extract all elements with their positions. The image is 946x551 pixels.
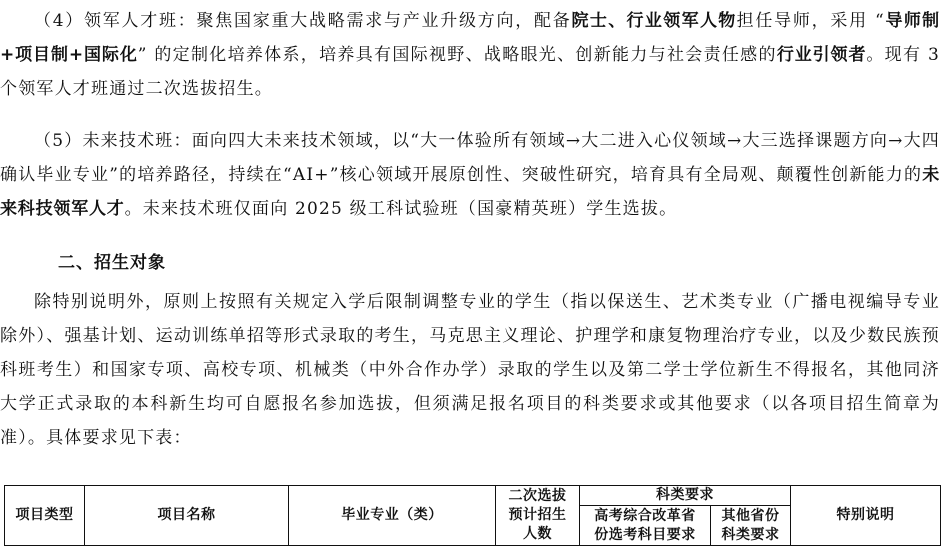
- p4-bold-mentors: 院士、行业领军人物: [571, 11, 737, 31]
- p4-text-3: ” 的定制化培养体系，培养具有国际视野、战略眼光、创新能力与社会责任感的: [137, 45, 777, 65]
- p5-text-2: 。未来技术班仅面向 2025 级工科试验班（国豪精英班）学生选拔。: [124, 199, 678, 219]
- header-subject-requirements: 科类要求: [580, 486, 791, 506]
- header-quota-line-1: 二次选拔: [508, 488, 567, 504]
- header-reform-provinces: [580, 506, 711, 546]
- requirements-table: [4, 485, 941, 546]
- header-quota: [496, 486, 580, 546]
- header-reform-line-2: 份选考科目要求: [594, 526, 696, 543]
- p5-text-1: （5）未来技术班：面向四大未来技术领域，以“大一体验所有领域→大二进入心仪领域→大三选择课题方向→大四确认毕业专业”的培养路径，持续在“AI+”核心领域开展原创性、突破性研究，培育具有全局观、颠覆性创新能力的: [0, 131, 940, 185]
- header-other-line-2: 科类要求: [721, 526, 780, 543]
- header-project-type: 项目类型: [5, 486, 85, 546]
- header-other-provinces: [711, 506, 791, 546]
- header-quota-line-3: 人数: [523, 526, 552, 542]
- header-other-line-1: 其他省份: [721, 507, 780, 524]
- header-special-notes: 特别说明: [791, 486, 941, 546]
- p5-bold-talent: 未来科技领军人才: [0, 165, 940, 219]
- paragraph-leader-class: [0, 4, 940, 106]
- p4-text-4: 。现有 3 个领军人才班通过二次选拔招生。: [0, 45, 941, 99]
- header-graduate-major: 毕业专业（类）: [289, 486, 496, 546]
- paragraph-eligibility: 除特别说明外，原则上按照有关规定入学后限制调整专业的学生（指以保送生、艺术类专业（广播电视编导专业除外）、强基计划、运动训练单招等形式录取的考生，马克思主义理论、护理学和康复物理治疗专业，以及少数民族预科班考生）和国家专项、高校专项、机械类（中外合作办学）录取的学生以及第二学士学位新生不得报名，其他同济大学正式录取的本科新生均可自愿报名参加选拔，但须满足报名项目的科类要求或其他要求（以各项目招生简章为准）。具体要求见下表：: [0, 292, 940, 448]
- header-reform-line-1: 高考综合改革省: [594, 507, 696, 524]
- p4-bold-system: 导师制+项目制+国际化: [0, 11, 940, 65]
- header-quota-line-2: 预计招生: [508, 507, 567, 523]
- p4-bold-leaders: 行业引领者: [776, 45, 867, 65]
- p4-text-2: 担任导师，采用 “: [736, 11, 885, 31]
- p4-text-1: （4）领军人才班：聚焦国家重大战略需求与产业升级方向，配备: [34, 11, 572, 31]
- header-project-name: 项目名称: [85, 486, 289, 546]
- section-heading-enrollment-target: 二、招生对象: [58, 253, 166, 273]
- paragraph-future-tech-class: [0, 124, 940, 226]
